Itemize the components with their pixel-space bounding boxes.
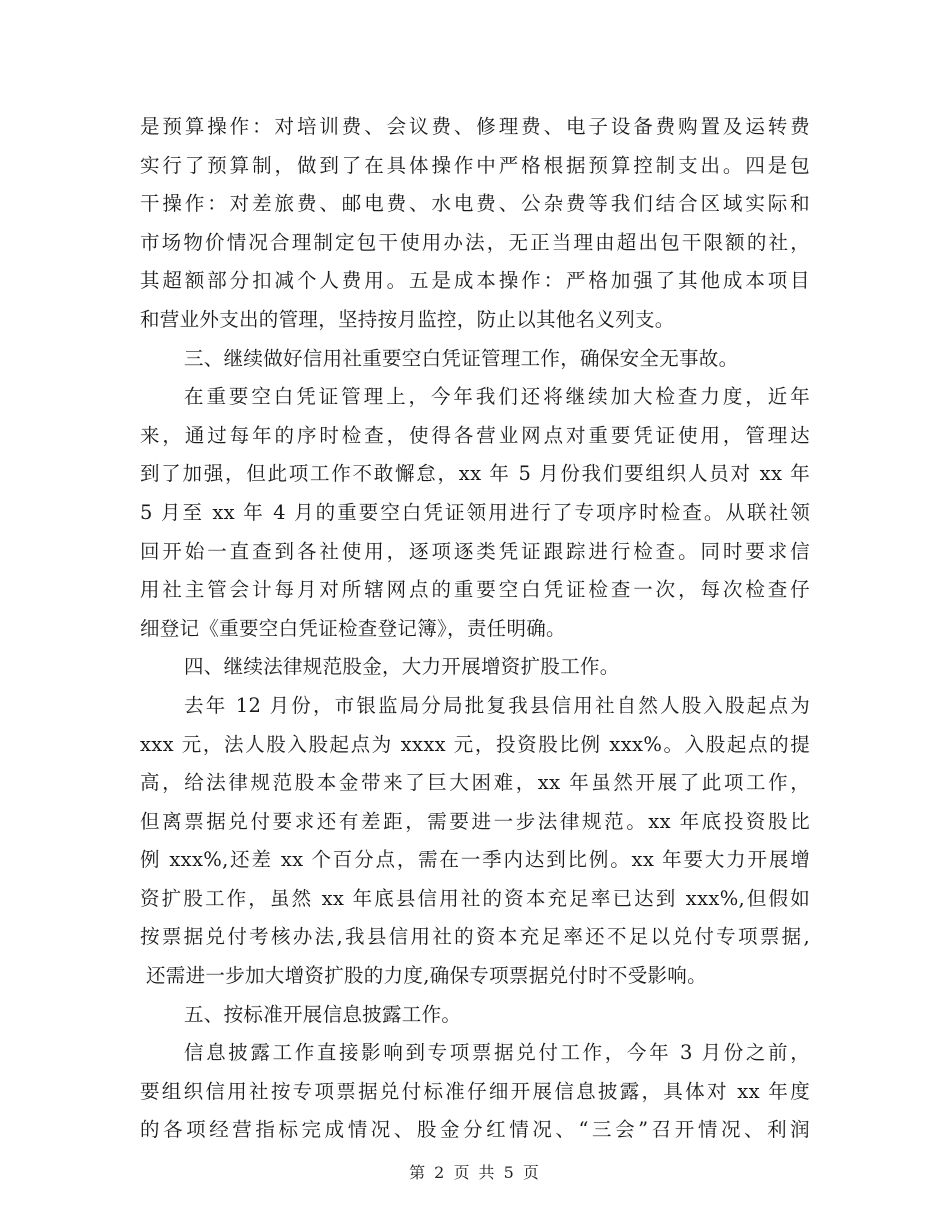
text-line: 去年 12 月份，市银监局分局批复我县信用社自然人股入股起点为 — [184, 693, 810, 717]
text-line: 高，给法律规范股本金带来了巨大困难，xx 年虽然开展了此项工作， — [140, 771, 810, 795]
document-body — [140, 108, 810, 1150]
section-heading: 四、继续法律规范股金，大力开展增资扩股工作。 — [184, 655, 620, 679]
text-line: 和营业外支出的管理，坚持按月监控，防止以其他名义列支。 — [140, 307, 675, 331]
text-line: 但离票据兑付要求还有差距，需要进一步法律规范。xx 年底投资股比 — [140, 809, 810, 833]
section-heading: 三、继续做好信用社重要空白凭证管理工作，确保安全无事故。 — [184, 346, 739, 370]
section-heading: 五、按标准开展信息披露工作。 — [184, 1002, 462, 1026]
text-line: 的各项经营指标完成情况、股金分红情况、“三会”召开情况、利润 — [140, 1118, 810, 1142]
text-line: 在重要空白凭证管理上，今年我们还将继续加大检查力度，近年 — [184, 385, 810, 409]
text-line: 细登记《重要空白凭证检查登记簿》，责任明确。 — [140, 616, 566, 640]
text-line: 还需进一步加大增资扩股的力度,确保专项票据兑付时不受影响。 — [146, 964, 707, 988]
text-line: 干操作：对差旅费、邮电费、水电费、公杂费等我们结合区域实际和 — [140, 192, 810, 216]
text-line: 回开始一直查到各社使用，逐项逐类凭证跟踪进行检查。同时要求信 — [140, 539, 810, 563]
page-number-footer: 第 2 页 共 5 页 — [409, 1163, 541, 1182]
text-line: 到了加强，但此项工作不敢懈怠，xx 年 5 月份我们要组织人员对 xx 年 — [140, 462, 810, 486]
text-line: 资扩股工作，虽然 xx 年底县信用社的资本充足率已达到 xxx%,但假如 — [140, 886, 810, 910]
text-line: 来，通过每年的序时检查，使得各营业网点对重要凭证使用，管理达 — [140, 423, 810, 447]
text-line: 是预算操作：对培训费、会议费、修理费、电子设备费购置及运转费 — [140, 115, 810, 138]
text-line: 市场物价情况合理制定包干使用办法，无正当理由超出包干限额的社， — [140, 230, 810, 254]
text-line: 5 月至 xx 年 4 月的重要空白凭证领用进行了专项序时检查。从联社领 — [140, 500, 810, 524]
text-line: 其超额部分扣减个人费用。五是成本操作：严格加强了其他成本项目 — [140, 269, 810, 293]
text-line: xxx 元，法人股入股起点为 xxxx 元，投资股比例 xxx%。入股起点的提 — [140, 732, 810, 756]
text-line: 用社主管会计每月对所辖网点的重要空白凭证检查一次，每次检查仔 — [140, 578, 810, 602]
text-line: 按票据兑付考核办法,我县信用社的资本充足率还不足以兑付专项票据, — [140, 925, 810, 949]
text-line: 例 xxx%,还差 xx 个百分点，需在一季内达到比例。xx 年要大力开展增 — [140, 848, 810, 872]
text-line: 信息披露工作直接影响到专项票据兑付工作，今年 3 月份之前， — [184, 1041, 810, 1065]
text-line: 要组织信用社按专项票据兑付标准仔细开展信息披露，具体对 xx 年度 — [140, 1079, 810, 1103]
text-line: 实行了预算制，做到了在具体操作中严格根据预算控制支出。四是包 — [140, 153, 810, 177]
